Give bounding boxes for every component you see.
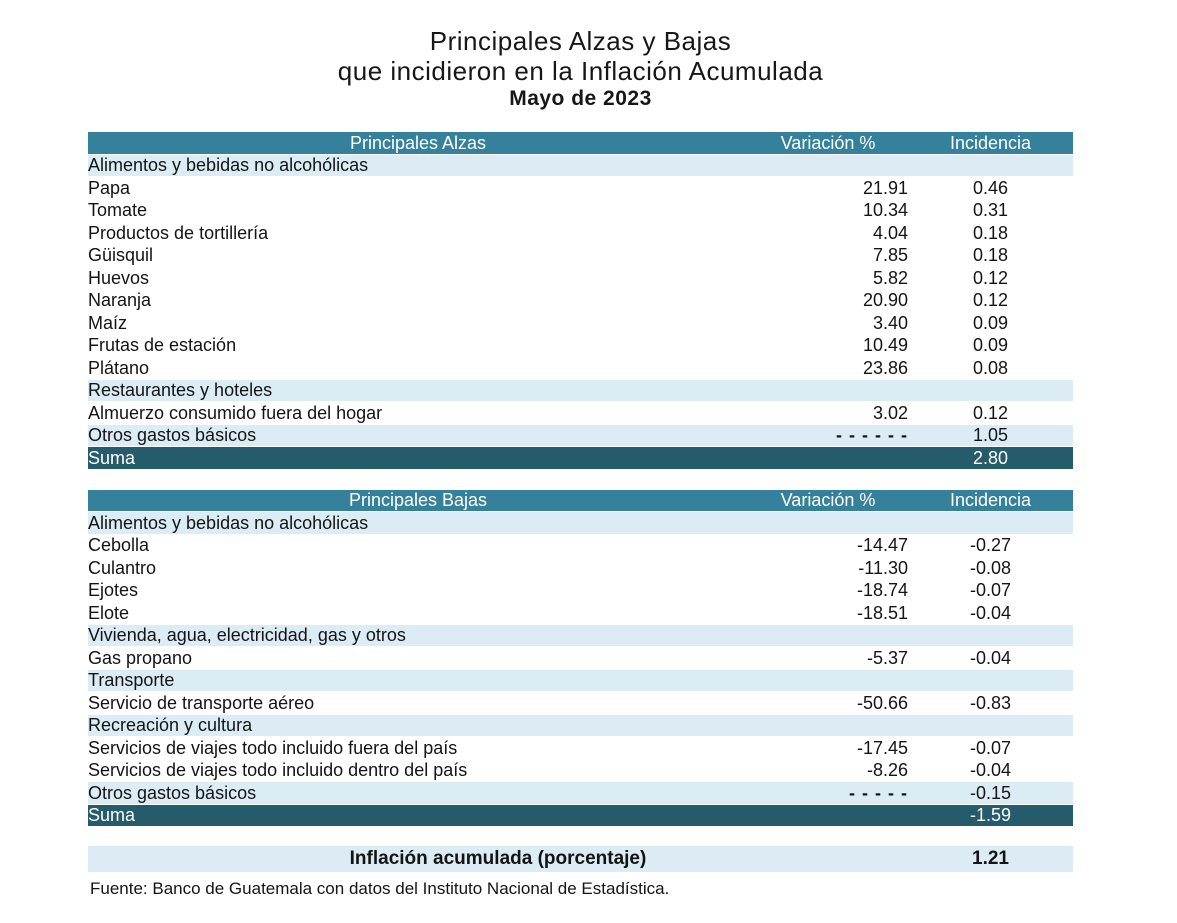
variacion-dashes: - - - - - - [748,424,908,447]
incidencia-value: 0.18 [908,244,1073,267]
table-row [88,557,1073,580]
variacion-value: -17.45 [748,737,908,760]
item-label: Ejotes [88,579,748,602]
item-label: Servicios de viajes todo incluido fuera del país [88,737,748,760]
incidencia-value: 0.31 [908,199,1073,222]
incidencia-value: 0.08 [908,357,1073,380]
table-row [88,177,1073,200]
table-row [88,289,1073,312]
variacion-value: -5.37 [748,647,908,670]
item-label: Servicios de viajes todo incluido dentro del país [88,759,748,782]
variacion-value: 10.49 [748,334,908,357]
page-title-date: Mayo de 2023 [509,87,652,110]
alzas-table-title: Principales Alzas [88,132,748,154]
table-row [88,579,1073,602]
incidencia-column-header: Incidencia [908,490,1073,512]
variacion-value: 5.82 [748,267,908,290]
section-label: Alimentos y bebidas no alcohólicas [88,154,1073,177]
variacion-value: 3.40 [748,312,908,335]
page-title [88,26,1073,112]
table-row [88,759,1073,782]
summary-row [88,846,1073,872]
bajas-table [88,490,1073,828]
section-row [88,669,1073,692]
variacion-dashes: - - - - - [748,782,908,805]
table-row [88,692,1073,715]
variacion-value: -11.30 [748,557,908,580]
report-page [88,0,1073,899]
section-label: Alimentos y bebidas no alcohólicas [88,512,1073,535]
incidencia-value: 0.12 [908,402,1073,425]
incidencia-value: 1.05 [908,424,1073,447]
bajas-header-row [88,490,1073,512]
table-row [88,737,1073,760]
incidencia-value: 0.09 [908,334,1073,357]
table-row [88,334,1073,357]
table-row [88,312,1073,335]
item-label: Frutas de estación [88,334,748,357]
item-label: Naranja [88,289,748,312]
item-label: Güisquil [88,244,748,267]
incidencia-value: 0.46 [908,177,1073,200]
variacion-value: -8.26 [748,759,908,782]
item-label: Cebolla [88,534,748,557]
section-label: Restaurantes y hoteles [88,379,1073,402]
item-label: Culantro [88,557,748,580]
incidencia-value: -0.83 [908,692,1073,715]
incidencia-value: -0.15 [908,782,1073,805]
table-row [88,602,1073,625]
item-label: Gas propano [88,647,748,670]
suma-variacion-empty [748,447,908,470]
item-label: Almuerzo consumido fuera del hogar [88,402,748,425]
table-row [88,357,1073,380]
suma-label: Suma [88,447,748,470]
variacion-column-header: Variación % [748,132,908,154]
suma-value: -1.59 [908,804,1073,827]
alzas-table [88,132,1073,470]
section-row [88,379,1073,402]
table-row [88,199,1073,222]
suma-row [88,804,1073,827]
table-row [88,534,1073,557]
variacion-column-header: Variación % [748,490,908,512]
item-label: Plátano [88,357,748,380]
incidencia-value: -0.08 [908,557,1073,580]
section-row [88,154,1073,177]
alzas-header-row [88,132,1073,154]
incidencia-value: -0.04 [908,602,1073,625]
suma-label: Suma [88,804,748,827]
item-label: Elote [88,602,748,625]
table-row [88,402,1073,425]
summary-value: 1.21 [908,846,1073,872]
inflacion-summary-table [88,846,1073,872]
section-label: Vivienda, agua, electricidad, gas y otros [88,624,1073,647]
suma-value: 2.80 [908,447,1073,470]
variacion-value: 10.34 [748,199,908,222]
item-label: Productos de tortillería [88,222,748,245]
table-row [88,267,1073,290]
suma-row [88,447,1073,470]
otros-gastos-row [88,424,1073,447]
source-note: Fuente: Banco de Guatemala con datos del Instituto Nacional de Estadística. [90,879,670,898]
variacion-value: -18.74 [748,579,908,602]
incidencia-value: -0.07 [908,579,1073,602]
suma-variacion-empty [748,804,908,827]
variacion-value: 4.04 [748,222,908,245]
variacion-value: 20.90 [748,289,908,312]
bajas-table-title: Principales Bajas [88,490,748,512]
summary-label: Inflación acumulada (porcentaje) [88,846,908,872]
incidencia-value: 0.12 [908,267,1073,290]
item-label: Otros gastos básicos [88,782,748,805]
variacion-value: -50.66 [748,692,908,715]
incidencia-value: 0.18 [908,222,1073,245]
page-title-line-2: que incidieron en la Inflación Acumulada [337,56,824,86]
incidencia-value: -0.27 [908,534,1073,557]
table-row [88,244,1073,267]
incidencia-column-header: Incidencia [908,132,1073,154]
incidencia-value: 0.12 [908,289,1073,312]
item-label: Otros gastos básicos [88,424,748,447]
variacion-value: -14.47 [748,534,908,557]
variacion-value: 21.91 [748,177,908,200]
section-row [88,714,1073,737]
incidencia-value: -0.04 [908,759,1073,782]
incidencia-value: -0.04 [908,647,1073,670]
section-label: Recreación y cultura [88,714,1073,737]
item-label: Servicio de transporte aéreo [88,692,748,715]
otros-gastos-row [88,782,1073,805]
table-row [88,222,1073,245]
item-label: Tomate [88,199,748,222]
variacion-value: -18.51 [748,602,908,625]
variacion-value: 7.85 [748,244,908,267]
item-label: Maíz [88,312,748,335]
item-label: Papa [88,177,748,200]
item-label: Huevos [88,267,748,290]
variacion-value: 23.86 [748,357,908,380]
incidencia-value: 0.09 [908,312,1073,335]
page-title-line-1: Principales Alzas y Bajas [429,26,732,56]
section-row [88,512,1073,535]
section-label: Transporte [88,669,1073,692]
variacion-value: 3.02 [748,402,908,425]
table-row [88,647,1073,670]
incidencia-value: -0.07 [908,737,1073,760]
section-row [88,624,1073,647]
